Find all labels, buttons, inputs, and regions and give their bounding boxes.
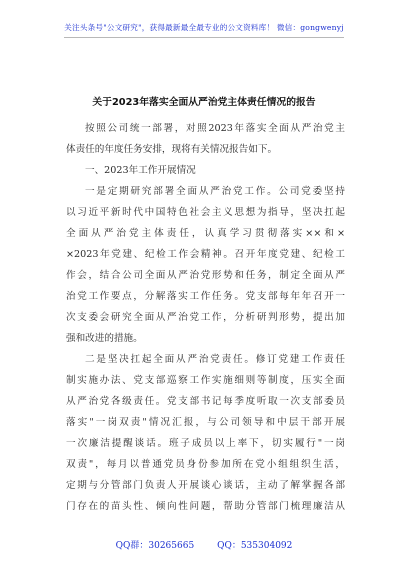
body-line: 一次廉洁提醒谈话。班子成员以上率下，切实履行"一岗: [66, 438, 345, 449]
body-line: 从严治党各级责任。党支部书记每季度听取一次支部委员: [66, 396, 345, 407]
body-line: 全面从严治党主体责任，认真学习贯彻落实××和×: [66, 228, 345, 239]
contact-footer: [0, 538, 408, 551]
body-line: 治党工作要点，分解落实工作任务。党支部每年年召开一: [66, 291, 345, 302]
header-divider: [64, 37, 344, 38]
body-line: 强和改进的措施。: [66, 333, 143, 344]
body-line: 定期与分管部门负责人开展谈心谈话，主动了解掌握各部: [66, 480, 345, 491]
body-line: 二是坚决扛起全面从严治党责任。修订党建工作责任: [85, 354, 345, 365]
body-line: 体责任的年度任务安排，现将有关情况报告如下。: [66, 144, 278, 155]
body-line: 按照公司统一部署，对照2023年落实全面从严治党主: [85, 123, 345, 134]
body-line: 作会，结合公司全面从严治党形势和任务，制定全面从严: [66, 270, 345, 281]
section-heading: 一、2023年工作开展情况: [85, 165, 196, 176]
qq-group-number: QQ群：30265665: [115, 541, 195, 551]
body-line: ×2023年党建、纪检工作会精神。召开年度党建、纪检工: [66, 249, 345, 260]
body-line: 一是定期研究部署全面从严治党工作。公司党委坚持: [85, 186, 345, 197]
body-line: 制实施办法、党支部巡察工作实施细则等制度，压实全面: [66, 375, 345, 386]
qq-number: QQ：535304092: [217, 541, 293, 551]
body-line: 以习近平新时代中国特色社会主义思想为指导，坚决扛起: [66, 207, 345, 218]
body-line: 落实"一岗双责"情况汇报，与公司领导和中层干部开展: [66, 417, 345, 428]
body-line: 门存在的苗头性、倾向性问题，帮助分管部门梳理廉洁从: [66, 501, 345, 512]
promo-header: 关注头条号"公文研究"，获得最新最全最专业的公文资料库！ 微信：gongwenyj: [64, 23, 344, 32]
document-body: [66, 118, 345, 517]
body-line: 次支委会研究全面从严治党工作，分析研判形势，提出加: [66, 312, 345, 323]
document-title: 关于2023年落实全面从严治党主体责任情况的报告: [92, 97, 316, 108]
body-line: 双责"，每月以普通党员身份参加所在党小组组织生活，: [66, 459, 345, 470]
